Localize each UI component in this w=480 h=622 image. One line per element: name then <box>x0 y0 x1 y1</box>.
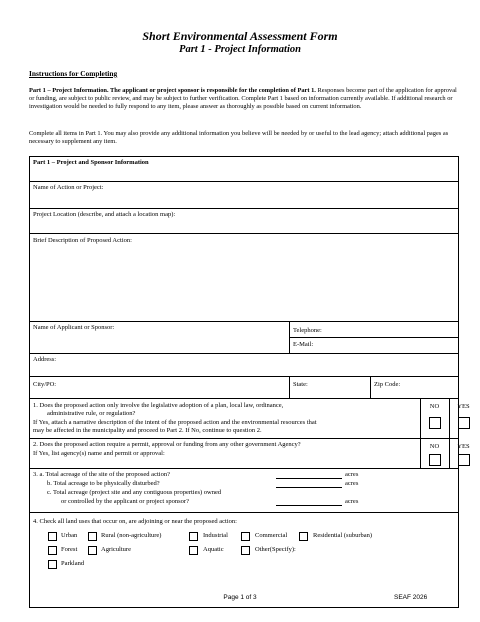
brief-description-field[interactable] <box>29 233 459 321</box>
q2-yes-checkbox[interactable] <box>458 454 470 466</box>
address-label: Address: <box>33 356 57 363</box>
divider <box>29 398 459 399</box>
q1-no-label: NO <box>429 403 440 410</box>
parkland-label: Parkland <box>61 560 85 567</box>
aquatic-checkbox[interactable] <box>189 546 198 555</box>
q1-text-line1: 1. Does the proposed action only involve the legislative adoption of a plan, local law, ordinance, <box>33 402 284 409</box>
name-of-action-label: Name of Action or Project: <box>33 184 104 191</box>
zip-field[interactable] <box>371 376 459 398</box>
instructions-heading: Instructions for Completing <box>29 69 118 78</box>
urban-checkbox[interactable] <box>48 532 57 541</box>
q3-a-unit: acres <box>345 471 359 478</box>
other-checkbox[interactable] <box>241 546 250 555</box>
urban-label: Urban <box>61 532 78 539</box>
q3-c-input[interactable] <box>276 505 342 506</box>
form-title: Short Environmental Assessment Form <box>142 29 338 43</box>
section-header: Part 1 – Project and Sponsor Information <box>33 159 149 166</box>
instructions-paragraph-1-rest: Responses become part of the application for approval or funding, are subject to public review, and may be subject to further verification. Complete Part 1 based on information currently available. If additional research or investigation would be needed to fully respond to any item, please answer as thoroughly as possible based on current information. <box>29 87 457 111</box>
q1-yes-text: YES <box>457 403 470 410</box>
divider <box>29 438 459 439</box>
page-number: Page 1 of 3 <box>223 594 257 601</box>
q2-yes-text: YES <box>457 443 470 450</box>
q1-yes-checkbox[interactable] <box>458 417 470 429</box>
zip-label: Zip Code: <box>374 381 401 388</box>
forest-checkbox[interactable] <box>48 546 57 555</box>
telephone-label: Telephone: <box>293 327 322 334</box>
address-field[interactable] <box>29 353 459 376</box>
project-location-label: Project Location (describe, and attach a location map): <box>33 211 176 218</box>
rural-label: Rural (non-agriculture) <box>101 532 162 539</box>
aquatic-label: Aquatic <box>203 546 224 553</box>
divider <box>29 512 459 513</box>
q2-no-label: NO <box>429 443 440 450</box>
q3-c-text-line2: or controlled by the applicant or project sponsor? <box>61 498 189 505</box>
q1-no-checkbox[interactable] <box>429 417 441 429</box>
q3-c-unit: acres <box>345 498 359 505</box>
applicant-name-label: Name of Applicant or Sponsor: <box>33 324 115 331</box>
q1-text-line3: If Yes, attach a narrative description of the intent of the proposed action and the environmental resources that <box>33 419 317 426</box>
project-location-field[interactable] <box>29 208 459 233</box>
email-label: E-Mail: <box>293 341 314 348</box>
name-of-action-field[interactable] <box>29 181 459 208</box>
instructions-paragraph-1 <box>29 87 459 112</box>
commercial-checkbox[interactable] <box>241 532 250 541</box>
q3-b-unit: acres <box>345 480 359 487</box>
divider <box>29 468 459 469</box>
brief-description-label: Brief Description of Proposed Action: <box>33 237 132 244</box>
instructions-paragraph-1-bold: Part 1 – Project Information. The applicant or project sponsor is responsible for the completion of Part 1. <box>29 87 316 94</box>
form-subtitle: Part 1 - Project Information <box>179 44 301 55</box>
parkland-checkbox[interactable] <box>48 560 57 569</box>
q1-text-line4: may be affected in the municipality and proceed to Part 2. If No, continue to question 2. <box>33 427 262 434</box>
agriculture-label: Agriculture <box>101 546 131 553</box>
q1-text-line2: administrative rule, or regulation? <box>47 410 136 417</box>
q2-no-checkbox[interactable] <box>429 454 441 466</box>
q3-a-input[interactable] <box>276 478 342 479</box>
q3-a-text: 3. a. Total acreage of the site of the proposed action? <box>33 471 170 478</box>
applicant-name-field[interactable] <box>29 321 289 353</box>
q3-c-text-line1: c. Total acreage (project site and any contiguous properties) owned <box>47 489 222 496</box>
q4-text: 4. Check all land uses that occur on, are adjoining or near the proposed action: <box>33 518 237 525</box>
q3-b-input[interactable] <box>276 487 342 488</box>
residential-label: Residential (suburban) <box>313 532 373 539</box>
rural-checkbox[interactable] <box>88 532 97 541</box>
form-code: SEAF 2026 <box>394 594 428 601</box>
industrial-label: Industrial <box>203 532 228 539</box>
industrial-checkbox[interactable] <box>189 532 198 541</box>
q3-b-text: b. Total acreage to be physically disturbed? <box>47 480 160 487</box>
q2-text-line2: If Yes, list agency(s) name and permit or approval: <box>33 450 165 457</box>
state-field[interactable] <box>290 376 370 398</box>
residential-checkbox[interactable] <box>299 532 308 541</box>
city-field[interactable] <box>29 376 289 398</box>
commercial-label: Commercial <box>255 532 288 539</box>
instructions-paragraph-2: Complete all items in Part 1. You may also provide any additional information you believe will be needed by or useful to the lead agency; attach additional pages as necessary to supplement any item. <box>29 130 449 146</box>
telephone-field[interactable] <box>290 321 459 337</box>
forest-label: Forest <box>61 546 78 553</box>
email-field[interactable] <box>290 337 459 353</box>
state-label: State: <box>293 381 308 388</box>
other-label: Other(Specify): <box>255 546 296 553</box>
q2-text-line1: 2. Does the proposed action require a permit, approval or funding from any other government Agency? <box>33 441 301 448</box>
agriculture-checkbox[interactable] <box>88 546 97 555</box>
city-label: City/PO: <box>33 381 57 388</box>
